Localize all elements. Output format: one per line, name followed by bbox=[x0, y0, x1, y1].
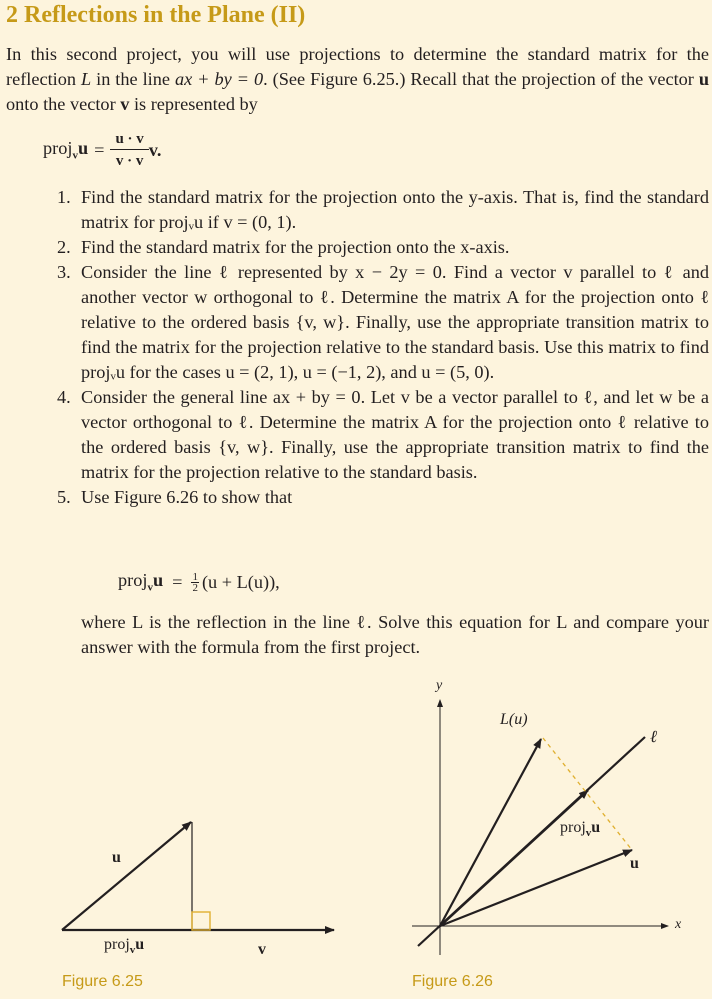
vector-u-arrow bbox=[62, 822, 191, 930]
fig26-label-Lu: L(u) bbox=[500, 711, 528, 728]
task-5-continuation: where L is the reflection in the line ℓ. Solve this equation for L and compare your answer with the formula from the first project. bbox=[81, 612, 709, 657]
right-angle-marker bbox=[192, 912, 210, 930]
section-title: 2 Reflections in the Plane (II) bbox=[6, 2, 306, 28]
fig25-caption: Figure 6.25 bbox=[62, 973, 143, 990]
task-item: 4. Consider the general line ax + by = 0. Let v be a vector parallel to ℓ, and let w be a vector orthogonal to ℓ. Determine the matrix A for the projection onto ℓ relative to the ordered basis {v, w}. Finally, use the appropriate transition matrix to find the matrix for the projection relative to the standard basis. bbox=[57, 387, 709, 482]
formula-fraction: $\frac{u \cdot v}{v \cdot v}$ bbox=[110, 130, 148, 170]
fig26-caption: Figure 6.26 bbox=[412, 973, 493, 990]
task-item: 3. Consider the line ℓ represented by x − 2y = 0. Find a vector v parallel to ℓ and another vector w orthogonal to ℓ. Determine the matrix A for the projection onto ℓ relative to the ordered basis {v, w}. Finally, use the appropriate transition matrix to find the matrix for the projection relative to the standard basis. Use this matrix to find projᵥu for the cases u = (2, 1), u = (−1, 2), and u = (5, 0). bbox=[57, 262, 709, 382]
task-item: 5. Use Figure 6.26 to show that bbox=[57, 487, 293, 507]
fig25-label-v: v bbox=[258, 941, 266, 958]
fig26-label-proj: proj$_v$u bbox=[560, 819, 601, 840]
figure-6-25 bbox=[62, 822, 334, 930]
projection-formula: proj$_v$u = $\frac{u \cdot v}{v \cdot v}$ v. bbox=[43, 131, 162, 169]
task-item: 2. Find the standard matrix for the projection onto the x-axis. bbox=[57, 237, 510, 257]
task-item: 1. Find the standard matrix for the projection onto the y-axis. That is, find the standard matrix for projᵥu if v = (0, 1). bbox=[57, 187, 709, 232]
vector-u-arrow-26 bbox=[440, 850, 632, 926]
figure-6-26 bbox=[412, 700, 668, 955]
fig26-label-y: y bbox=[436, 678, 443, 693]
fig25-label-proj: proj$_v$u bbox=[104, 936, 145, 957]
proj-arrow bbox=[440, 790, 588, 926]
fig26-label-u: u bbox=[630, 855, 639, 872]
vector-Lu-arrow bbox=[440, 739, 541, 926]
intro-paragraph: In this second project, you will use projections to determine the standard matrix for the reflection L in the line ax + by = 0. (See Figure 6.25.) Recall that the projection of the vector u onto the vector v is represented by bbox=[6, 44, 710, 114]
fig26-label-ell: ℓ bbox=[650, 727, 658, 746]
fig26-label-x: x bbox=[675, 917, 682, 932]
fig25-label-u: u bbox=[112, 849, 121, 866]
reflection-equation: proj$_v$u = $\frac{1}{2}$ (u + L(u)), bbox=[118, 570, 280, 594]
